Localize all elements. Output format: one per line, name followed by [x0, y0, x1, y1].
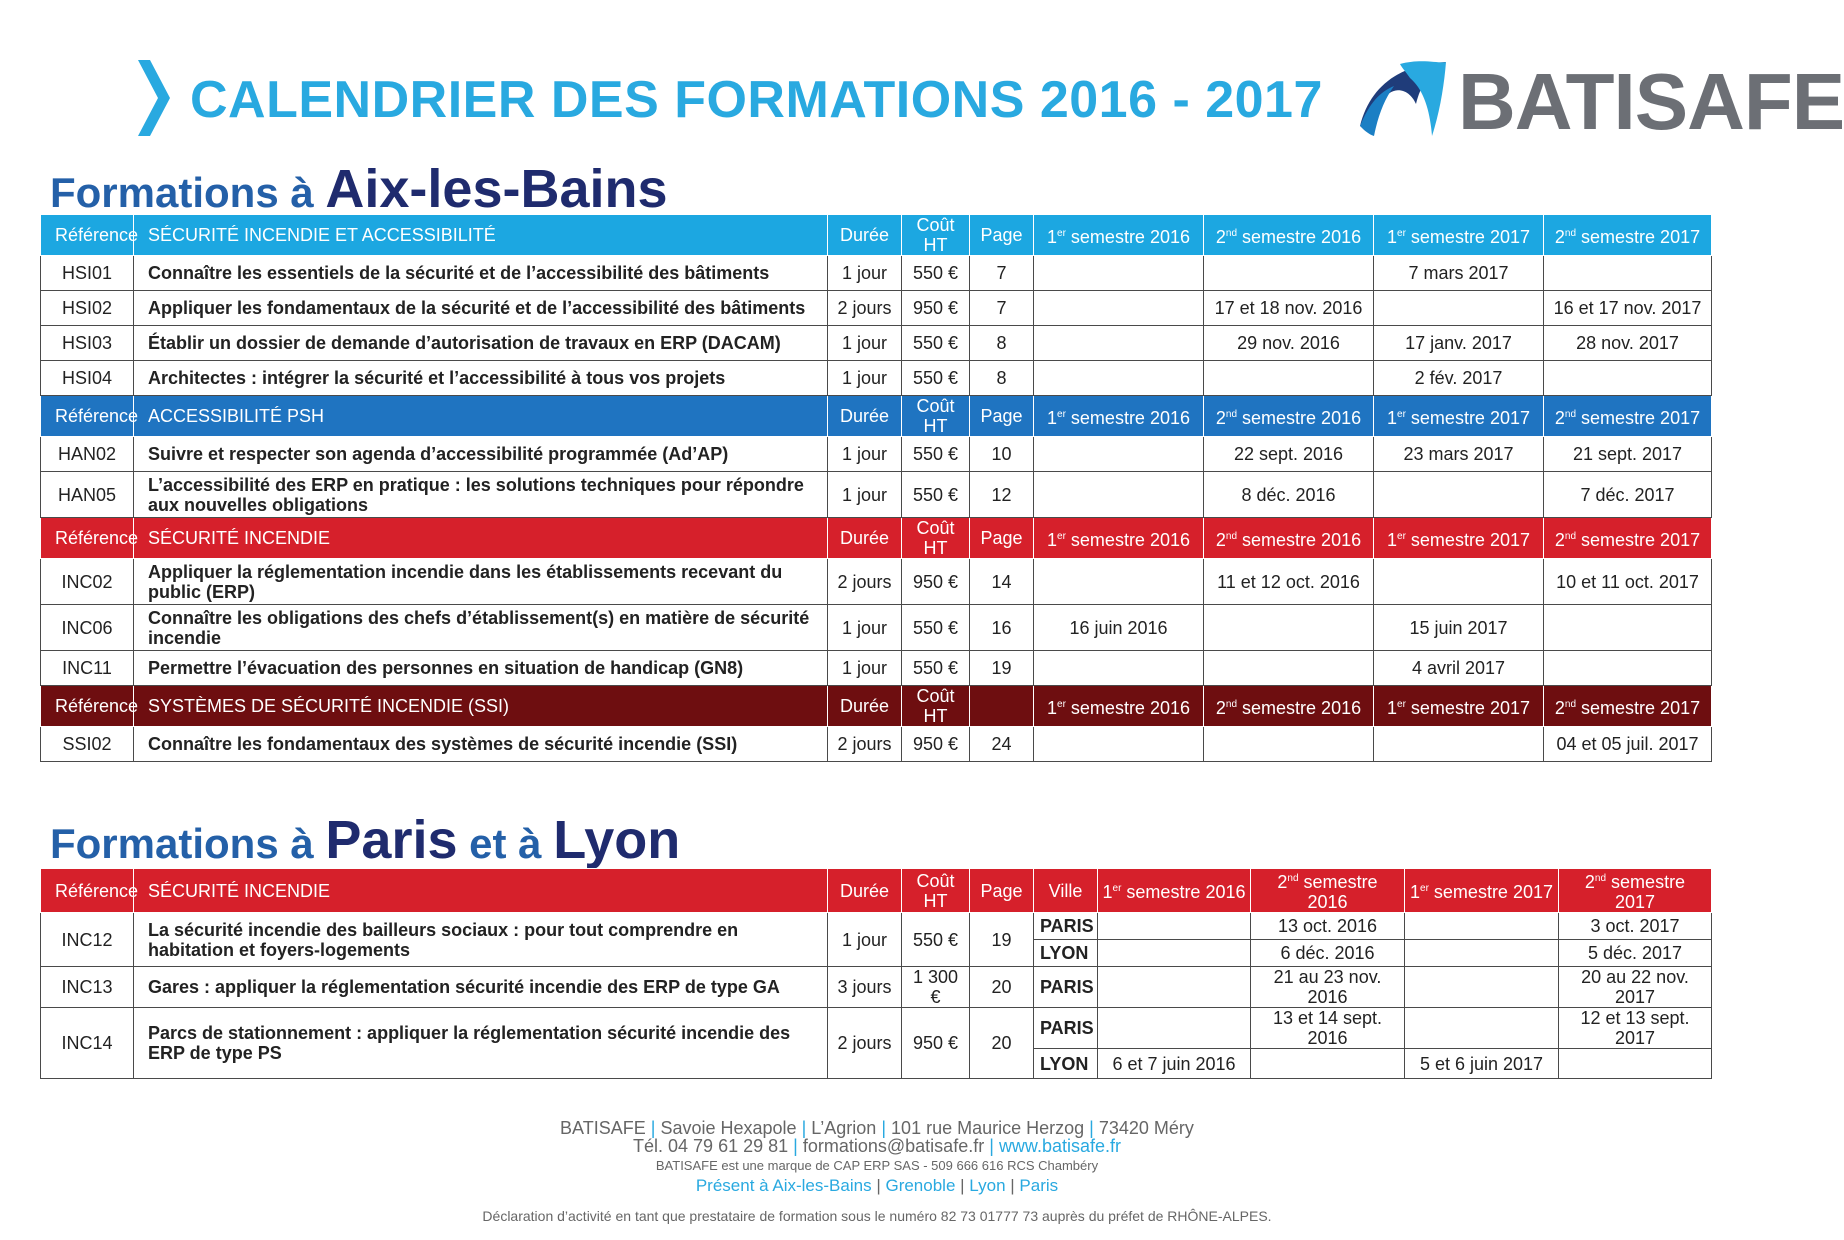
footer-company: BATISAFE — [560, 1118, 646, 1138]
footer-address: BATISAFE | Savoie Hexapole | L’Agrion | 101 rue Maurice Herzog | 73420 Méry — [560, 1118, 1194, 1138]
cell-duree: 2 jours — [828, 1008, 902, 1079]
cell-date — [1204, 256, 1374, 291]
cell-cout: 550 € — [902, 472, 970, 518]
cell-page: 8 — [970, 361, 1034, 396]
cell-title: L’accessibilité des ERP en pratique : les solutions techniques pour répondre aux nouvelles obligations — [134, 472, 828, 518]
cell-date: 17 janv. 2017 — [1374, 326, 1544, 361]
cell-page: 19 — [970, 913, 1034, 967]
cell-ref: HSI02 — [41, 291, 134, 326]
cell-title: Permettre l’évacuation des personnes en situation de handicap (GN8) — [134, 651, 828, 686]
cell-title: Établir un dossier de demande d’autorisation de travaux en ERP (DACAM) — [134, 326, 828, 361]
header-duree: Durée — [828, 686, 902, 727]
cell-cout: 550 € — [902, 361, 970, 396]
group-header-row — [41, 518, 1712, 559]
cell-title: Connaître les fondamentaux des systèmes de sécurité incendie (SSI) — [134, 727, 828, 762]
header-group-title: SÉCURITÉ INCENDIE ET ACCESSIBILITÉ — [134, 215, 828, 256]
header-page: Page — [970, 518, 1034, 559]
table-row — [41, 326, 1712, 361]
cell-ref: INC11 — [41, 651, 134, 686]
cell-cout: 550 € — [902, 605, 970, 651]
cell-date — [1204, 727, 1374, 762]
cell-duree: 1 jour — [828, 361, 902, 396]
header-page — [970, 686, 1034, 727]
cell-duree: 1 jour — [828, 651, 902, 686]
section-city-paris: Paris — [325, 810, 458, 870]
cell-page: 7 — [970, 256, 1034, 291]
group-header-row — [41, 869, 1712, 913]
header-ville: Ville — [1034, 869, 1098, 913]
section-prefix: Formations à — [50, 820, 314, 867]
cell-cout: 550 € — [902, 651, 970, 686]
footer-legal: BATISAFE est une marque de CAP ERP SAS - 509 666 616 RCS Chambéry — [655, 1158, 1099, 1173]
cell-ville: PARIS — [1034, 913, 1098, 940]
batisafe-logo-icon — [1360, 56, 1446, 138]
cell-date: 10 et 11 oct. 2017 — [1544, 559, 1712, 605]
cell-ref: INC02 — [41, 559, 134, 605]
header-cout: Coût HT — [902, 518, 970, 559]
cell-ref: HAN05 — [41, 472, 134, 518]
cell-page: 16 — [970, 605, 1034, 651]
cell-date: 6 et 7 juin 2016 — [1098, 1049, 1251, 1079]
logo-text-value: BATISAFE — [1458, 57, 1844, 146]
cell-date: 28 nov. 2017 — [1544, 326, 1712, 361]
cell-date — [1034, 651, 1204, 686]
header-group-title: ACCESSIBILITÉ PSH — [134, 396, 828, 437]
footer-contact: Tél. 04 79 61 29 81 | formations@batisafe.fr | www.batisafe.fr — [633, 1136, 1121, 1156]
footer-phone: Tél. 04 79 61 29 81 — [633, 1136, 789, 1156]
cell-date — [1544, 256, 1712, 291]
cell-date — [1034, 437, 1204, 472]
cell-date: 13 oct. 2016 — [1251, 913, 1405, 940]
cell-ref: INC14 — [41, 1008, 134, 1079]
cell-ville: PARIS — [1034, 1008, 1098, 1049]
cell-date — [1034, 361, 1204, 396]
cell-date — [1098, 1008, 1251, 1049]
cell-date: 22 sept. 2016 — [1204, 437, 1374, 472]
cell-date — [1034, 727, 1204, 762]
cell-cout: 950 € — [902, 559, 970, 605]
chevron-icon — [138, 60, 170, 136]
table-row — [41, 437, 1712, 472]
cell-ref: HSI04 — [41, 361, 134, 396]
cell-ville: LYON — [1034, 940, 1098, 967]
section-city: Aix-les-Bains — [325, 159, 668, 219]
cell-date — [1559, 1049, 1712, 1079]
cell-date: 04 et 05 juil. 2017 — [1544, 727, 1712, 762]
table-row — [41, 559, 1712, 605]
footer-locations: Présent à Aix-les-Bains | Grenoble | Lyon | Paris — [695, 1176, 1059, 1195]
header-cout: Coût HT — [902, 215, 970, 256]
table-row — [41, 913, 1712, 940]
header-duree: Durée — [828, 518, 902, 559]
cell-page: 10 — [970, 437, 1034, 472]
header-ref: Référence — [41, 518, 134, 559]
header-duree: Durée — [828, 215, 902, 256]
cell-cout: 550 € — [902, 913, 970, 967]
cell-duree: 1 jour — [828, 472, 902, 518]
cell-date — [1098, 967, 1251, 1008]
table-row — [41, 472, 1712, 518]
cell-date: 12 et 13 sept. 2017 — [1559, 1008, 1712, 1049]
cell-date — [1544, 605, 1712, 651]
cell-duree: 2 jours — [828, 559, 902, 605]
cell-page: 7 — [970, 291, 1034, 326]
cell-date — [1034, 256, 1204, 291]
cell-date — [1034, 326, 1204, 361]
group-header-row — [41, 686, 1712, 727]
cell-date: 16 juin 2016 — [1034, 605, 1204, 651]
cell-date: 3 oct. 2017 — [1559, 913, 1712, 940]
header-semester: 1er semestre 2017 — [1405, 869, 1559, 913]
logo-text — [1458, 56, 1844, 148]
cell-page: 20 — [970, 967, 1034, 1008]
cell-ville: PARIS — [1034, 967, 1098, 1008]
cell-cout: 550 € — [902, 437, 970, 472]
cell-date — [1034, 291, 1204, 326]
cell-ville: LYON — [1034, 1049, 1098, 1079]
header-semester: 2nd semestre 2016 — [1251, 869, 1405, 913]
aix-schedule-table — [40, 214, 1712, 762]
header-ref: Référence — [41, 686, 134, 727]
header-group-title: SÉCURITÉ INCENDIE — [134, 869, 828, 913]
table-row — [41, 967, 1712, 1008]
cell-duree: 2 jours — [828, 291, 902, 326]
header-semester: 2nd semestre 2016 — [1204, 396, 1374, 437]
header-semester: 1er semestre 2016 — [1034, 396, 1204, 437]
cell-date: 21 sept. 2017 — [1544, 437, 1712, 472]
header-cout: Coût HT — [902, 869, 970, 913]
footer-location: Paris — [1019, 1176, 1059, 1195]
cell-cout: 550 € — [902, 256, 970, 291]
cell-ref: INC13 — [41, 967, 134, 1008]
header-semester: 2nd semestre 2017 — [1544, 215, 1712, 256]
cell-date — [1374, 727, 1544, 762]
section-city-lyon: Lyon — [553, 810, 681, 870]
footer-street: 101 rue Maurice Herzog — [891, 1118, 1085, 1138]
section-heading-paris-lyon — [50, 809, 680, 871]
cell-ref: HSI03 — [41, 326, 134, 361]
cell-date: 5 et 6 juin 2017 — [1405, 1049, 1559, 1079]
cell-date: 7 déc. 2017 — [1544, 472, 1712, 518]
cell-date — [1405, 913, 1559, 940]
header-page: Page — [970, 215, 1034, 256]
cell-date: 5 déc. 2017 — [1559, 940, 1712, 967]
header-group-title: SYSTÈMES DE SÉCURITÉ INCENDIE (SSI) — [134, 686, 828, 727]
cell-date: 13 et 14 sept. 2016 — [1251, 1008, 1405, 1049]
header-semester: 2nd semestre 2017 — [1544, 686, 1712, 727]
cell-date — [1405, 967, 1559, 1008]
section-middle: et à — [469, 820, 542, 867]
cell-date — [1034, 472, 1204, 518]
paris-lyon-schedule-table — [40, 868, 1712, 1079]
table-row — [41, 291, 1712, 326]
header-semester: 1er semestre 2016 — [1098, 869, 1251, 913]
header-semester: 2nd semestre 2016 — [1204, 686, 1374, 727]
header-semester: 1er semestre 2017 — [1374, 215, 1544, 256]
group-header-row — [41, 396, 1712, 437]
cell-title: Gares : appliquer la réglementation sécurité incendie des ERP de type GA — [134, 967, 828, 1008]
footer-website-link[interactable]: www.batisafe.fr — [998, 1136, 1121, 1156]
cell-title: Appliquer la réglementation incendie dans les établissements recevant du public (ERP) — [134, 559, 828, 605]
header-page: Page — [970, 869, 1034, 913]
header-page: Page — [970, 396, 1034, 437]
cell-cout: 950 € — [902, 1008, 970, 1079]
table-row — [41, 256, 1712, 291]
cell-date — [1544, 651, 1712, 686]
header-semester: 1er semestre 2017 — [1374, 686, 1544, 727]
cell-date: 15 juin 2017 — [1374, 605, 1544, 651]
cell-ref: SSI02 — [41, 727, 134, 762]
header-duree: Durée — [828, 396, 902, 437]
header-cout: Coût HT — [902, 396, 970, 437]
page-title: CALENDRIER DES FORMATIONS 2016 - 2017 — [190, 71, 1323, 129]
cell-date — [1098, 913, 1251, 940]
footer-place: L’Agrion — [811, 1118, 877, 1138]
footer-location: Grenoble — [885, 1176, 956, 1195]
cell-date — [1251, 1049, 1405, 1079]
cell-ref: INC06 — [41, 605, 134, 651]
cell-ref: HSI01 — [41, 256, 134, 291]
footer-building: Savoie Hexapole — [660, 1118, 797, 1138]
header-semester: 1er semestre 2017 — [1374, 396, 1544, 437]
cell-duree: 3 jours — [828, 967, 902, 1008]
cell-duree: 2 jours — [828, 727, 902, 762]
header-cout: Coût HT — [902, 686, 970, 727]
section-prefix: Formations à — [50, 169, 314, 216]
header-ref: Référence — [41, 215, 134, 256]
footer-location: Lyon — [969, 1176, 1006, 1195]
cell-date: 11 et 12 oct. 2016 — [1204, 559, 1374, 605]
group-header-row — [41, 215, 1712, 256]
footer-email[interactable]: formations@batisafe.fr — [802, 1136, 985, 1156]
cell-date: 16 et 17 nov. 2017 — [1544, 291, 1712, 326]
table-row — [41, 361, 1712, 396]
table-row — [41, 727, 1712, 762]
cell-duree: 1 jour — [828, 256, 902, 291]
cell-page: 19 — [970, 651, 1034, 686]
cell-title: La sécurité incendie des bailleurs sociaux : pour tout comprendre en habitation et foyers-logements — [134, 913, 828, 967]
section-heading-aix — [50, 158, 668, 220]
header-semester: 1er semestre 2016 — [1034, 686, 1204, 727]
cell-date — [1405, 1008, 1559, 1049]
cell-cout: 550 € — [902, 326, 970, 361]
cell-cout: 950 € — [902, 727, 970, 762]
table-row — [41, 605, 1712, 651]
cell-duree: 1 jour — [828, 605, 902, 651]
cell-date: 21 au 23 nov. 2016 — [1251, 967, 1405, 1008]
cell-date: 20 au 22 nov. 2017 — [1559, 967, 1712, 1008]
cell-page: 8 — [970, 326, 1034, 361]
cell-date: 2 fév. 2017 — [1374, 361, 1544, 396]
cell-date: 23 mars 2017 — [1374, 437, 1544, 472]
header-group-title: SÉCURITÉ INCENDIE — [134, 518, 828, 559]
header-semester: 2nd semestre 2017 — [1559, 869, 1712, 913]
header-semester: 2nd semestre 2017 — [1544, 518, 1712, 559]
cell-page: 24 — [970, 727, 1034, 762]
cell-title: Connaître les essentiels de la sécurité et de l’accessibilité des bâtiments — [134, 256, 828, 291]
table-row — [41, 1008, 1712, 1049]
cell-ref: HAN02 — [41, 437, 134, 472]
cell-date: 7 mars 2017 — [1374, 256, 1544, 291]
cell-date: 6 déc. 2016 — [1251, 940, 1405, 967]
header-ref: Référence — [41, 869, 134, 913]
footer-location: Présent à Aix-les-Bains — [695, 1176, 872, 1195]
cell-date — [1034, 559, 1204, 605]
table-row — [41, 651, 1712, 686]
cell-date — [1204, 605, 1374, 651]
cell-date: 4 avril 2017 — [1374, 651, 1544, 686]
cell-page: 12 — [970, 472, 1034, 518]
cell-cout: 950 € — [902, 291, 970, 326]
cell-duree: 1 jour — [828, 437, 902, 472]
cell-title: Appliquer les fondamentaux de la sécurité et de l’accessibilité des bâtiments — [134, 291, 828, 326]
cell-date: 17 et 18 nov. 2016 — [1204, 291, 1374, 326]
cell-date — [1374, 472, 1544, 518]
cell-date — [1204, 651, 1374, 686]
cell-page: 20 — [970, 1008, 1034, 1079]
cell-title: Architectes : intégrer la sécurité et l’accessibilité à tous vos projets — [134, 361, 828, 396]
cell-date — [1098, 940, 1251, 967]
header-semester: 1er semestre 2016 — [1034, 215, 1204, 256]
cell-date — [1204, 361, 1374, 396]
header-semester: 2nd semestre 2016 — [1204, 215, 1374, 256]
cell-date — [1405, 940, 1559, 967]
header-semester: 1er semestre 2016 — [1034, 518, 1204, 559]
cell-ref: INC12 — [41, 913, 134, 967]
cell-date — [1544, 361, 1712, 396]
header-duree: Durée — [828, 869, 902, 913]
cell-page: 14 — [970, 559, 1034, 605]
cell-date: 29 nov. 2016 — [1204, 326, 1374, 361]
footer-declaration: Déclaration d’activité en tant que prestataire de formation sous le numéro 82 73 01777 73 auprès du préfet de RHÔNE-ALPES. — [482, 1208, 1272, 1224]
header-semester: 2nd semestre 2017 — [1544, 396, 1712, 437]
cell-duree: 1 jour — [828, 326, 902, 361]
cell-title: Parcs de stationnement : appliquer la réglementation sécurité incendie des ERP de type PS — [134, 1008, 828, 1079]
header-ref: Référence — [41, 396, 134, 437]
cell-date — [1374, 559, 1544, 605]
cell-title: Connaître les obligations des chefs d’établissement(s) en matière de sécurité incendie — [134, 605, 828, 651]
cell-title: Suivre et respecter son agenda d’accessibilité programmée (Ad’AP) — [134, 437, 828, 472]
cell-date — [1374, 291, 1544, 326]
cell-cout: 1 300 € — [902, 967, 970, 1008]
header-semester: 2nd semestre 2016 — [1204, 518, 1374, 559]
cell-date: 8 déc. 2016 — [1204, 472, 1374, 518]
footer-city: 73420 Méry — [1098, 1118, 1194, 1138]
cell-duree: 1 jour — [828, 913, 902, 967]
header-semester: 1er semestre 2017 — [1374, 518, 1544, 559]
